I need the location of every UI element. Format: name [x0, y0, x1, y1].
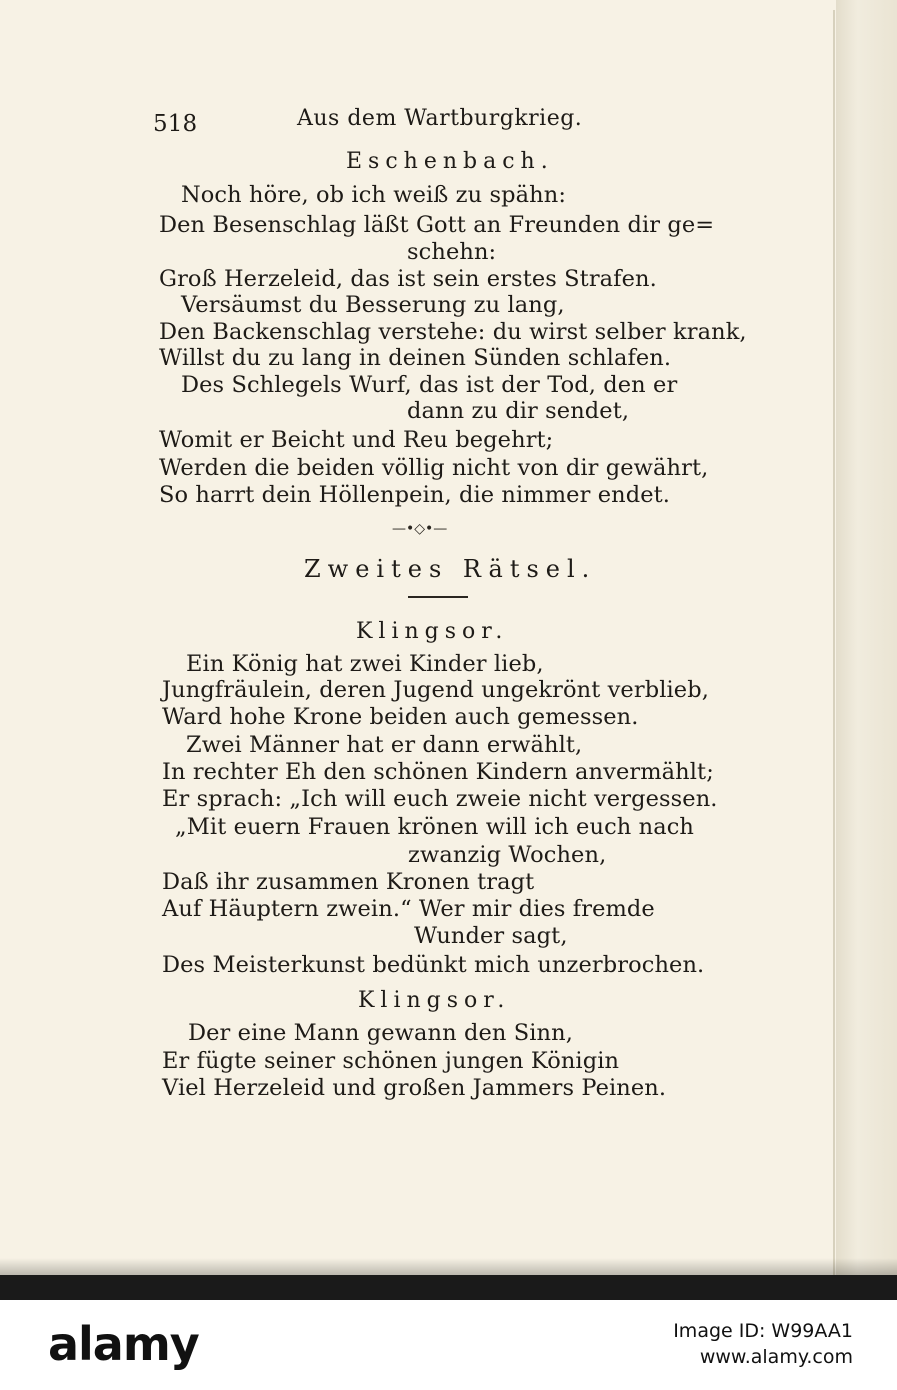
verse-line: So harrt dein Höllenpein, die nimmer endet.	[159, 482, 671, 508]
verse-line: In rechter Eh den schönen Kindern anvermählt;	[162, 759, 714, 785]
verse-line: Womit er Beicht und Reu begehrt;	[159, 427, 554, 453]
page-number: 518	[153, 111, 198, 137]
verse-line: Versäumst du Besserung zu lang,	[181, 292, 565, 318]
verse-line: zwanzig Wochen,	[408, 842, 607, 868]
alamy-logo: alamy	[48, 1317, 199, 1371]
verse-line: Den Backenschlag verstehe: du wirst selber krank,	[159, 319, 747, 345]
image-id: Image ID: W99AA1	[673, 1320, 853, 1342]
verse-line: Der eine Mann gewann den Sinn,	[188, 1020, 573, 1046]
speaker-klingsor: Klingsor.	[356, 619, 509, 644]
verse-line: Er fügte seiner schönen jungen Königin	[162, 1048, 620, 1074]
site-url: www.alamy.com	[699, 1346, 853, 1368]
speaker-eschenbach: Eschenbach.	[346, 149, 554, 174]
verse-line: Willst du zu lang in deinen Sünden schlafen.	[159, 345, 672, 371]
verse-line: Groß Herzeleid, das ist sein erstes Strafen.	[159, 266, 657, 292]
verse-line: dann zu dir sendet,	[407, 398, 630, 424]
scan-bottom-border	[0, 1275, 897, 1300]
verse-line: Ein König hat zwei Kinder lieb,	[186, 651, 544, 677]
verse-line: Werden die beiden völlig nicht von dir gewährt,	[159, 455, 709, 481]
verse-line: Den Besenschlag läßt Gott an Freunden dir ge=	[159, 212, 715, 238]
verse-line: Zwei Männer hat er dann erwählt,	[186, 732, 583, 758]
speaker-klingsor: Klingsor.	[358, 988, 511, 1013]
verse-line: Daß ihr zusammen Kronen tragt	[162, 869, 535, 895]
page-shadow	[0, 1258, 897, 1276]
running-title: Aus dem Wartburgkrieg.	[297, 106, 583, 131]
verse-line: schehn:	[407, 239, 497, 265]
section-title: Zweites Rätsel.	[304, 555, 597, 583]
ornament-divider: —•◇•—	[392, 521, 448, 537]
title-rule	[408, 596, 468, 598]
verse-line: Noch höre, ob ich weiß zu spähn:	[181, 182, 567, 208]
verse-line: Ward hohe Krone beiden auch gemessen.	[162, 704, 639, 730]
image-meta	[673, 1318, 853, 1370]
verse-line: Jungfräulein, deren Jugend ungekrönt verblieb,	[162, 677, 709, 703]
verse-line: Viel Herzeleid und großen Jammers Peinen.	[162, 1075, 667, 1101]
verse-line: Er sprach: „Ich will euch zweie nicht vergessen.	[162, 786, 718, 812]
verse-line: Des Meisterkunst bedünkt mich unzerbrochen.	[162, 952, 705, 978]
verse-line: Auf Häuptern zwein.“ Wer mir dies fremde	[162, 896, 655, 922]
verse-line: Wunder sagt,	[414, 923, 568, 949]
adjacent-page-edge	[836, 0, 897, 1275]
verse-line: „Mit euern Frauen krönen will ich euch nach	[175, 814, 695, 840]
page-edge	[833, 10, 835, 1275]
verse-line: Des Schlegels Wurf, das ist der Tod, den er	[181, 372, 678, 398]
